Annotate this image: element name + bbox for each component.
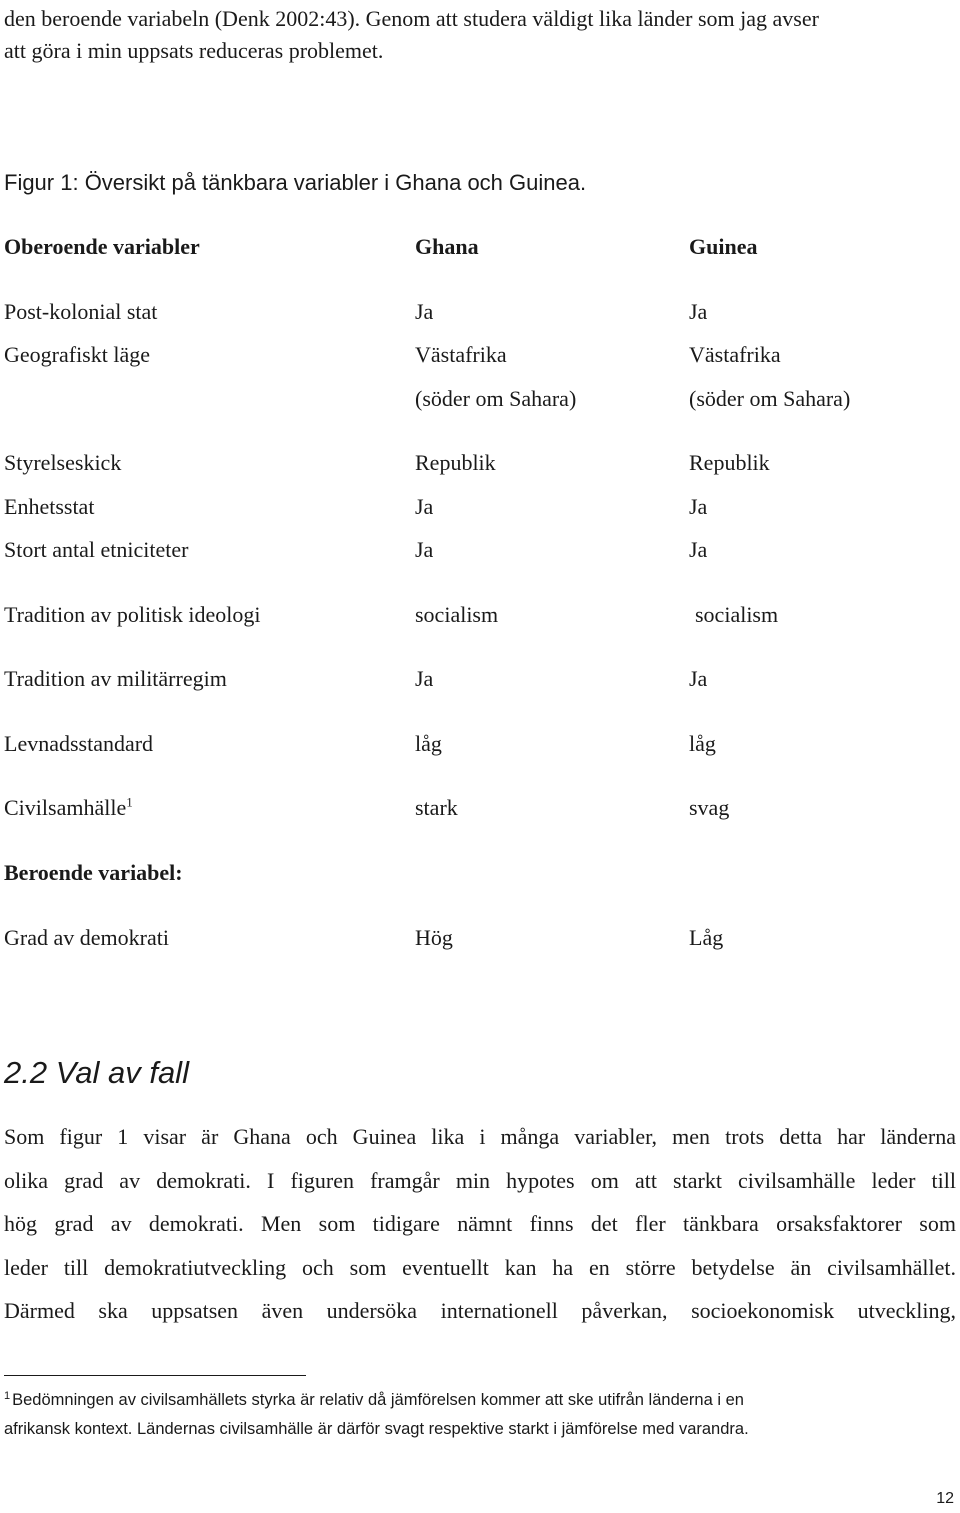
footnote-marker: 1 <box>4 1389 11 1402</box>
table-cell-guinea: svag <box>689 795 730 820</box>
body-paragraph <box>4 1115 956 1333</box>
table-row-label: Styrelseskick <box>4 450 122 475</box>
intro-line-1: den beroende variabeln (Denk 2002:43). Genom att studera väldigt lika länder som jag avser <box>4 6 819 31</box>
table-row-label: Levnadsstandard <box>4 731 154 756</box>
footnote-text-1: Bedömningen av civilsamhällets styrka är relativ då jämförelsen kommer att ske utifrån länderna i en <box>12 1391 744 1409</box>
table-cell-ghana: Ja <box>415 299 434 324</box>
paragraph-line: hög grad av demokrati. Men som tidigare nämnt finns det fler tänkbara orsaksfaktorer som <box>4 1211 956 1236</box>
table-cell-guinea: Ja <box>689 666 708 691</box>
table-cell-guinea: socialism <box>695 602 779 627</box>
footnote-text-2: afrikansk kontext. Ländernas civilsamhälle är därför svagt respektive starkt i jämförelse med varandra. <box>4 1420 749 1438</box>
table-row-label: Tradition av politisk ideologi <box>4 602 261 627</box>
table-cell-guinea: Ja <box>689 299 708 324</box>
intro-line-2: att göra i min uppsats reduceras problemet. <box>4 38 384 63</box>
table-row-label: Post-kolonial stat <box>4 299 158 324</box>
footnote <box>4 1386 904 1444</box>
figure-caption: Figur 1: Översikt på tänkbara variabler i Ghana och Guinea. <box>4 170 587 195</box>
table-cell-ghana: (söder om Sahara) <box>415 386 577 411</box>
footnote-line-1 <box>4 1386 904 1415</box>
paragraph-line: Därmed ska uppsatsen även undersöka internationell påverkan, socioekonomisk utveckling, <box>4 1298 956 1323</box>
footnote-divider <box>4 1375 306 1376</box>
table-cell-guinea: Västafrika <box>689 342 781 367</box>
paragraph-line: leder till demokratiutveckling och som eventuellt kan ha en större betydelse än civilsamhället. <box>4 1254 956 1280</box>
table-row-label: Enhetsstat <box>4 494 95 519</box>
table-cell-ghana: Republik <box>415 450 496 475</box>
table-cell-ghana: Ja <box>415 666 434 691</box>
paragraph-line: Som figur 1 visar är Ghana och Guinea lika i många variabler, men trots detta har länderna <box>4 1124 956 1149</box>
table-cell-ghana: Västafrika <box>415 342 507 367</box>
section-heading: 2.2 Val av fall <box>4 1055 189 1090</box>
table-cell-guinea: låg <box>689 731 716 756</box>
dependent-cell-guinea: Låg <box>689 925 724 950</box>
table-row-label: Geografiskt läge <box>4 342 150 367</box>
table-row-label: Tradition av militärregim <box>4 666 227 691</box>
page-number: 12 <box>936 1490 954 1507</box>
table-cell-guinea: Ja <box>689 494 708 519</box>
dependent-row-label: Grad av demokrati <box>4 925 169 950</box>
table-cell-ghana: socialism <box>415 602 499 627</box>
table-cell-guinea: Ja <box>689 537 708 562</box>
table-cell-ghana: Ja <box>415 494 434 519</box>
table-row-label: Stort antal etniciteter <box>4 537 189 562</box>
dependent-cell-ghana: Hög <box>415 925 453 950</box>
header-ghana: Ghana <box>415 234 479 259</box>
table-cell-ghana: låg <box>415 731 442 756</box>
table-cell-guinea: Republik <box>689 450 770 475</box>
table-cell-ghana: Ja <box>415 537 434 562</box>
footnote-reference: 1 <box>126 794 133 810</box>
table-cell-ghana: stark <box>415 795 458 820</box>
header-variables: Oberoende variabler <box>4 234 200 259</box>
table-cell-guinea: (söder om Sahara) <box>689 386 851 411</box>
paragraph-line: olika grad av demokrati. I figuren framgår min hypotes om att starkt civilsamhälle leder till <box>4 1167 956 1193</box>
header-guinea: Guinea <box>689 234 758 259</box>
dependent-variable-label: Beroende variabel: <box>4 860 183 885</box>
table-row-label-text: Civilsamhälle <box>4 795 127 820</box>
table-row-label-civilsamhalle <box>4 795 133 821</box>
